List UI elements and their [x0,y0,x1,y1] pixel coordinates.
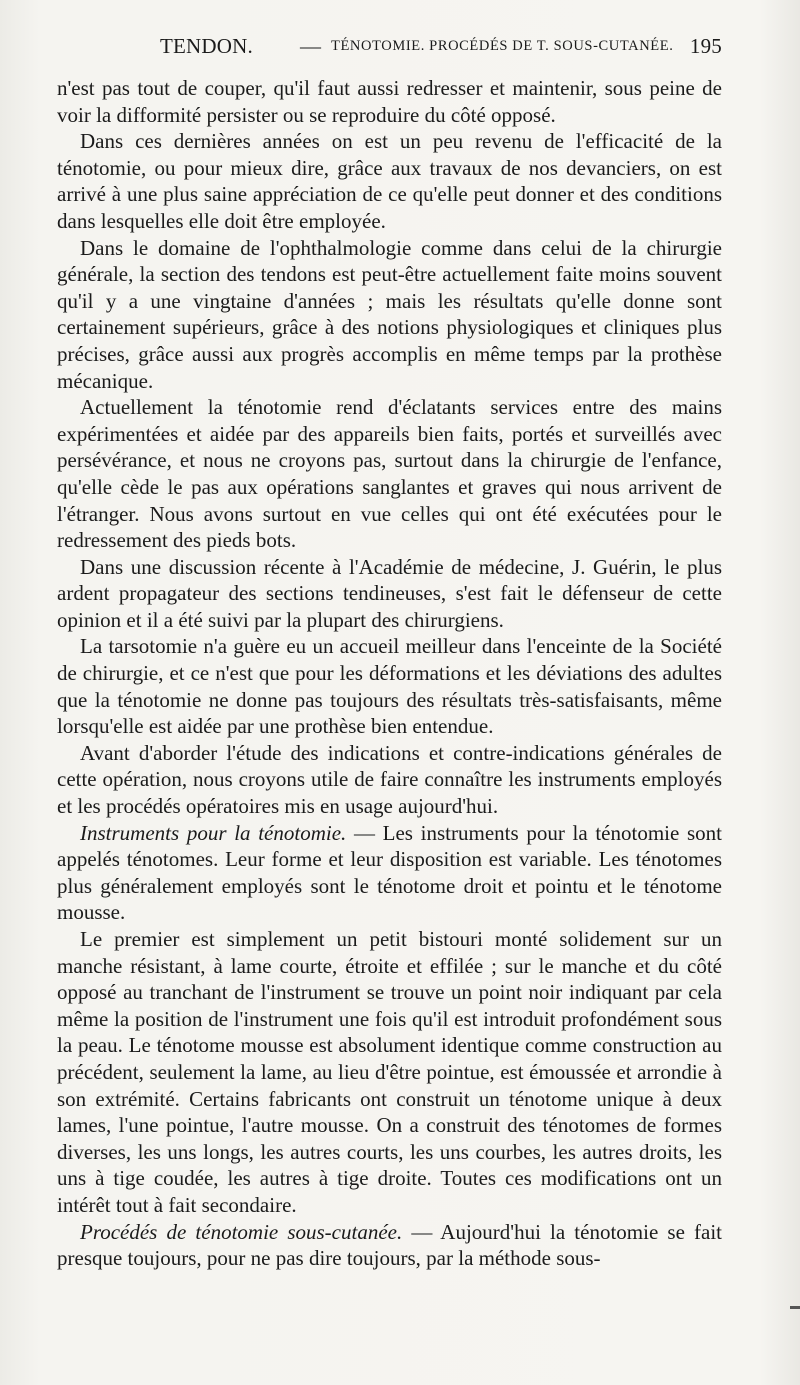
section-heading-procedes: Procédés de ténotomie sous-cutanée. [80,1219,403,1244]
paragraph-3-text: Dans le domaine de l'ophthalmologie comme dans celui de la chirurgie générale, la section des tendons est peut-être actuellement faite moins souvent qu'il y a une vingtaine d'années ; mais les résultats qu'elle donne sont certainement supérieurs, grâce à des notions physiologiques et cliniques plus précises, grâce aussi aux progrès accomplis en même temps par la prothèse mécanique. [57,235,722,393]
paragraph-7-text: Avant d'aborder l'étude des indications et contre-indications générales de cette opération, nous croyons utile de faire connaître les instruments employés et les procédés opératoires mis en usage aujourd'hui. [57,740,722,819]
paragraph-2-text: Dans ces dernières années on est un peu revenu de l'efficacité de la ténotomie, ou pour mieux dire, grâce aux travaux de nos devanciers, on est arrivé à une plus saine appréciation de ce qu'elle peut donner et des conditions dans lesquelles elle doit être employée. [57,129,722,233]
paragraph-1 [57,75,722,128]
paragraph-5 [57,554,722,634]
paragraph-6 [57,633,722,739]
paragraph-3 [57,235,722,395]
paragraph-9-text: Le premier est simplement un petit bistouri monté solidement sur un manche résistant, à lame courte, étroite et effilée ; sur le manche et du côté opposé au tranchant de l'instrument se trouve un point noir indiquant par cela même la position de l'instrument une fois qu'il est introduit profondément sous la peau. Le ténotome mousse est absolument identique comme construction au précédent, seulement la lame, au lieu d'être pointue, est émoussée et arrondie à son extrémité. Certains fabricants ont construit un ténotome unique à deux lames, l'une pointue, l'autre mousse. On a construit des ténotomes de formes diverses, les uns longs, les autres courts, les uns courbes, les autres droits, les uns à tige coudée, les autres à tige droite. Toutes ces modifications ont un intérêt tout à fait secondaire. [57,927,722,1217]
paragraph-8 [57,820,722,926]
paragraph-6-text: La tarsotomie n'a guère eu un accueil meilleur dans l'enceinte de la Société de chirurgie, et ce n'est que pour les déformations et les déviations des adultes que la ténotomie ne donne pas toujours des résultats très-satisfaisants, même lorsqu'elle est aidée par une prothèse bien entendue. [57,634,722,739]
paragraph-9 [57,926,722,1219]
body-text [57,75,722,1272]
paragraph-4-text: Actuellement la ténotomie rend d'éclatants services entre des mains expérimentées et aidée par des appareils bien faits, portés et surveillés avec persévérance, et nous ne croyons pas, surtout dans la chirurgie de l'enfance, qu'elle cède le pas aux opérations sanglantes et graves qui nous arrivent de l'étranger. Nous avons surtout en vue celles qui ont été exécutées pour le redressement des pieds bots. [57,395,722,553]
header-dash: — [300,34,322,58]
section-heading-instruments: Instruments pour la ténotomie. [80,820,347,845]
paragraph-5-text: Dans une discussion récente à l'Académie de médecine, J. Guérin, le plus ardent propagateur des sections tendineuses, s'est fait le défenseur de cette opinion et il a été suivi par la plupart des chirurgiens. [57,554,722,632]
paragraph-1-text: n'est pas tout de couper, qu'il faut aussi redresser et maintenir, sous peine de voir la difformité persister ou se reproduire du côté opposé. [57,76,722,127]
paragraph-10 [57,1219,722,1272]
paragraph-7 [57,740,722,820]
paragraph-2 [57,128,722,234]
page-number: 195 [689,34,722,58]
margin-mark [790,1306,800,1309]
paragraph-10-text: — Aujourd'hui la ténotomie se fait presque toujours, pour ne pas dire toujours, par la méthode sous- [57,1219,722,1271]
running-header [56,34,722,64]
header-subtitle: TÉNOTOMIE. PROCÉDÉS DE T. SOUS-CUTANÉE. [331,38,674,54]
paragraph-4 [57,394,722,554]
paragraph-8-text: — Les instruments pour la ténotomie sont appelés ténotomes. Leur forme et leur disposition est variable. Les ténotomes plus généralement employés sont le ténotome droit et pointu et le ténotome mousse. [57,820,723,925]
header-title: TENDON. [160,34,253,58]
